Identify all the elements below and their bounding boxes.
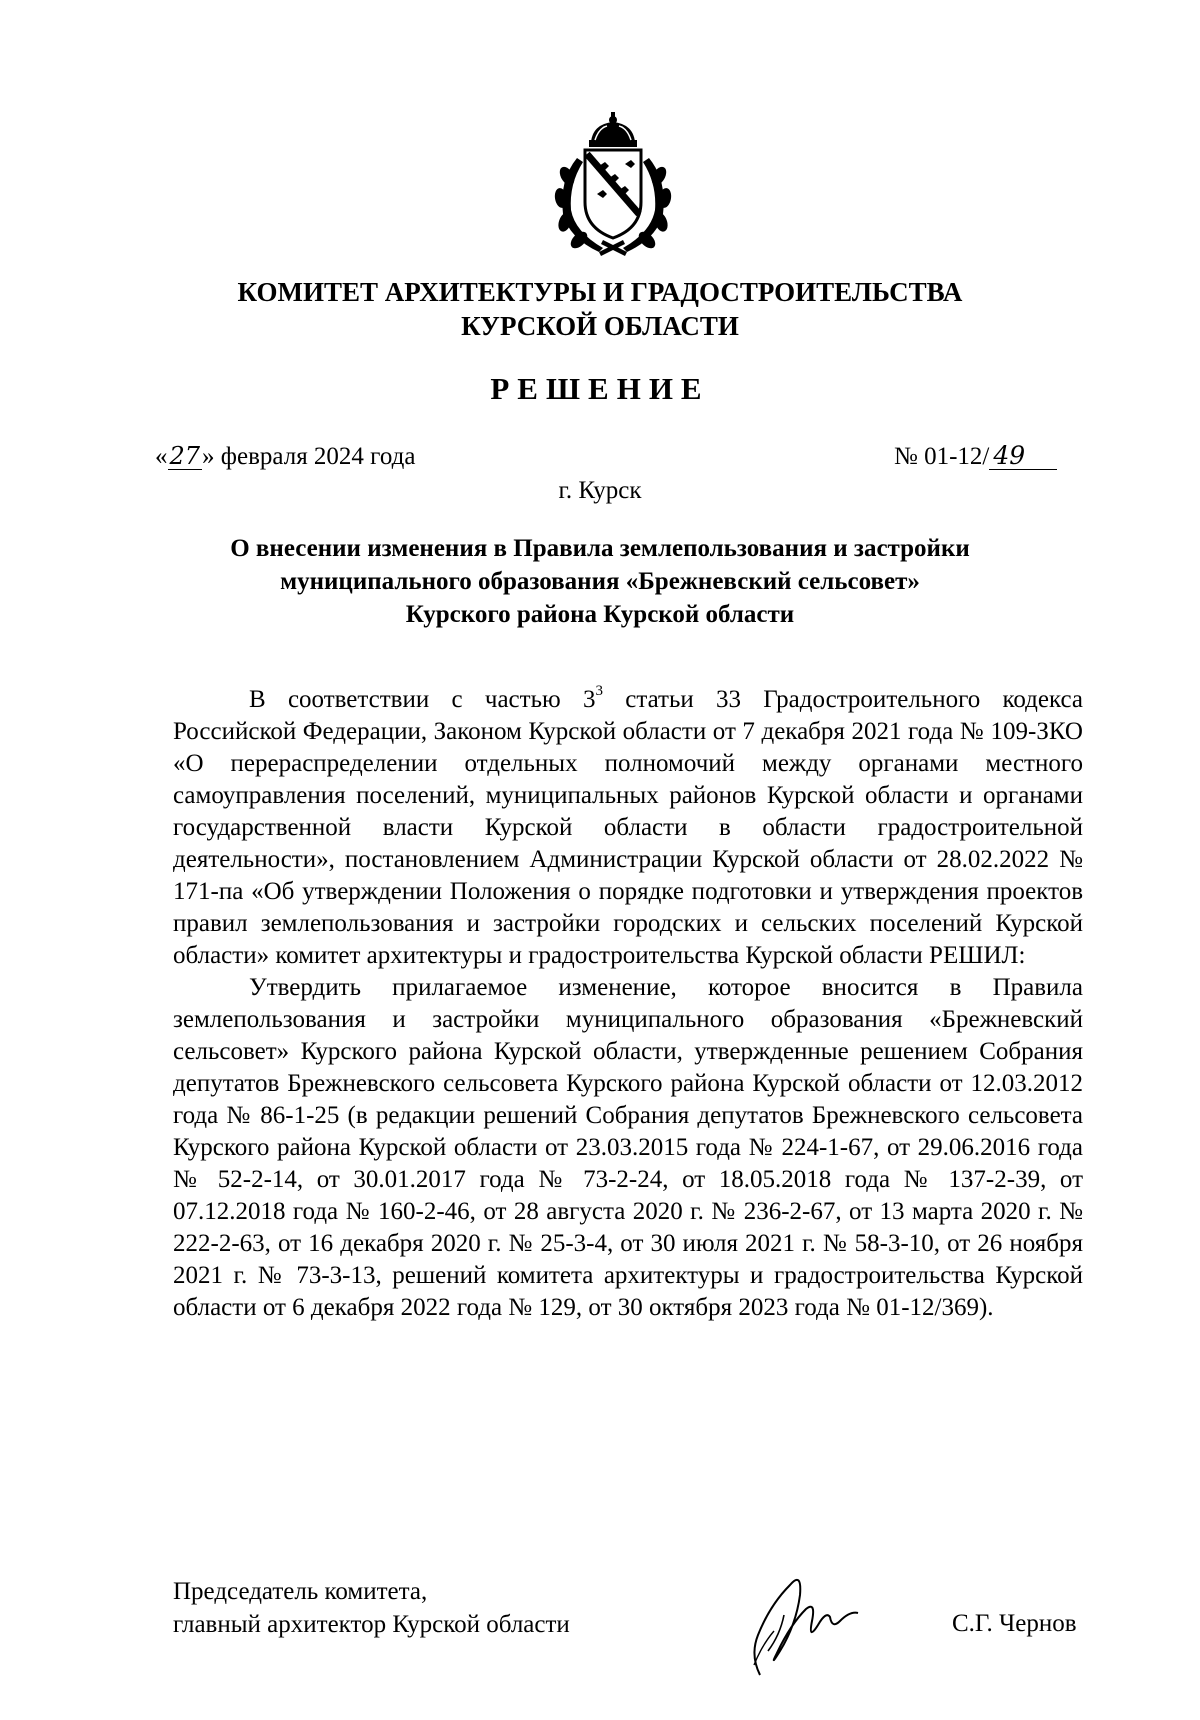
subject-line-2: муниципального образования «Брежневский сельсовет» [280, 568, 920, 595]
document-number [894, 441, 1057, 473]
document-body [173, 684, 1083, 1324]
handwritten-signature [740, 1555, 870, 1685]
document-number-prefix: № 01-12/ [894, 443, 990, 470]
signatory-position-line-1: Председатель комитета, [173, 1578, 428, 1605]
signatory-position-line-2: главный архитектор Курской области [173, 1611, 570, 1638]
date-open-quote: « [155, 443, 168, 470]
body-paragraph-2: Утвердить прилагаемое изменение, которое вносится в Правила землепользования и застройки муниципального образования «Брежневский сельсовет» Курского района Курской области, утвержденные решением Собрания депутатов Брежневского сельсовета Курского района Курской области от 12.03.2012 года № 86-1-25 (в редакции решений Собрания депутатов Брежневского сельсовета Курского района Курской области от 23.03.2015 года № 224-1-67, от 29.06.2016 года № 52-2-14, от 30.01.2017 года № 73-2-24, от 18.05.2018 года № 137-2-39, от 07.12.2018 года № 160-2-46, от 28 августа 2020 г. № 236-2-67, от 13 марта 2020 г. № 222-2-63, от 16 декабря 2020 г. № 25-3-4, от 30 июля 2021 г. № 58-3-10, от 26 ноября 2021 г. № 73-3-13, решений комитета архитектуры и градостроительства Курской области от 6 декабря 2022 года № 129, от 30 октября 2023 года № 01-12/369). [173, 974, 1083, 1321]
date-month-year: » февраля 2024 года [202, 443, 416, 470]
subject-line-1: О внесении изменения в Правила землепользования и застройки [230, 535, 970, 562]
subject-line-3: Курского района Курской области [405, 601, 795, 628]
body-paragraph-1-start: В соответствии с частью 3 [249, 686, 596, 713]
date-day-handwritten: 27 [169, 442, 201, 470]
superscript-part-number: 3 [595, 682, 603, 699]
document-date [155, 441, 415, 473]
document-type-title: РЕШЕНИЕ [490, 371, 710, 406]
body-paragraph-1-rest: статьи 33 Градостроительного кодекса Российской Федерации, Законом Курской области от 7 декабря 2021 года № 109-ЗКО «О перераспределении отдельных полномочий между органами местного самоуправления поселений, муниципальных районов Курской области и органами государственной власти Курской области в области градостроительной деятельности», постановлением Администрации Курской области от 28.02.2022 № 171-па «Об утверждении Положения о порядке подготовки и утверждения проектов правил землепользования и застройки городских и сельских поселений Курской области» комитет архитектуры и градостроительства Курской области РЕШИЛ: [173, 686, 1083, 969]
organization-name-line-1: КОМИТЕТ АРХИТЕКТУРЫ И ГРАДОСТРОИТЕЛЬСТВА [237, 277, 963, 307]
body-paragraph-1 [173, 684, 1083, 972]
coat-of-arms-emblem [549, 110, 677, 258]
document-city: г. Курск [558, 477, 642, 504]
organization-name-line-2: КУРСКОЙ ОБЛАСТИ [461, 311, 739, 341]
signatory-position [173, 1575, 570, 1641]
document-number-handwritten: 49 [989, 443, 1057, 470]
signatory-name: С.Г. Чернов [952, 1610, 1077, 1637]
document-subject [150, 532, 1050, 631]
